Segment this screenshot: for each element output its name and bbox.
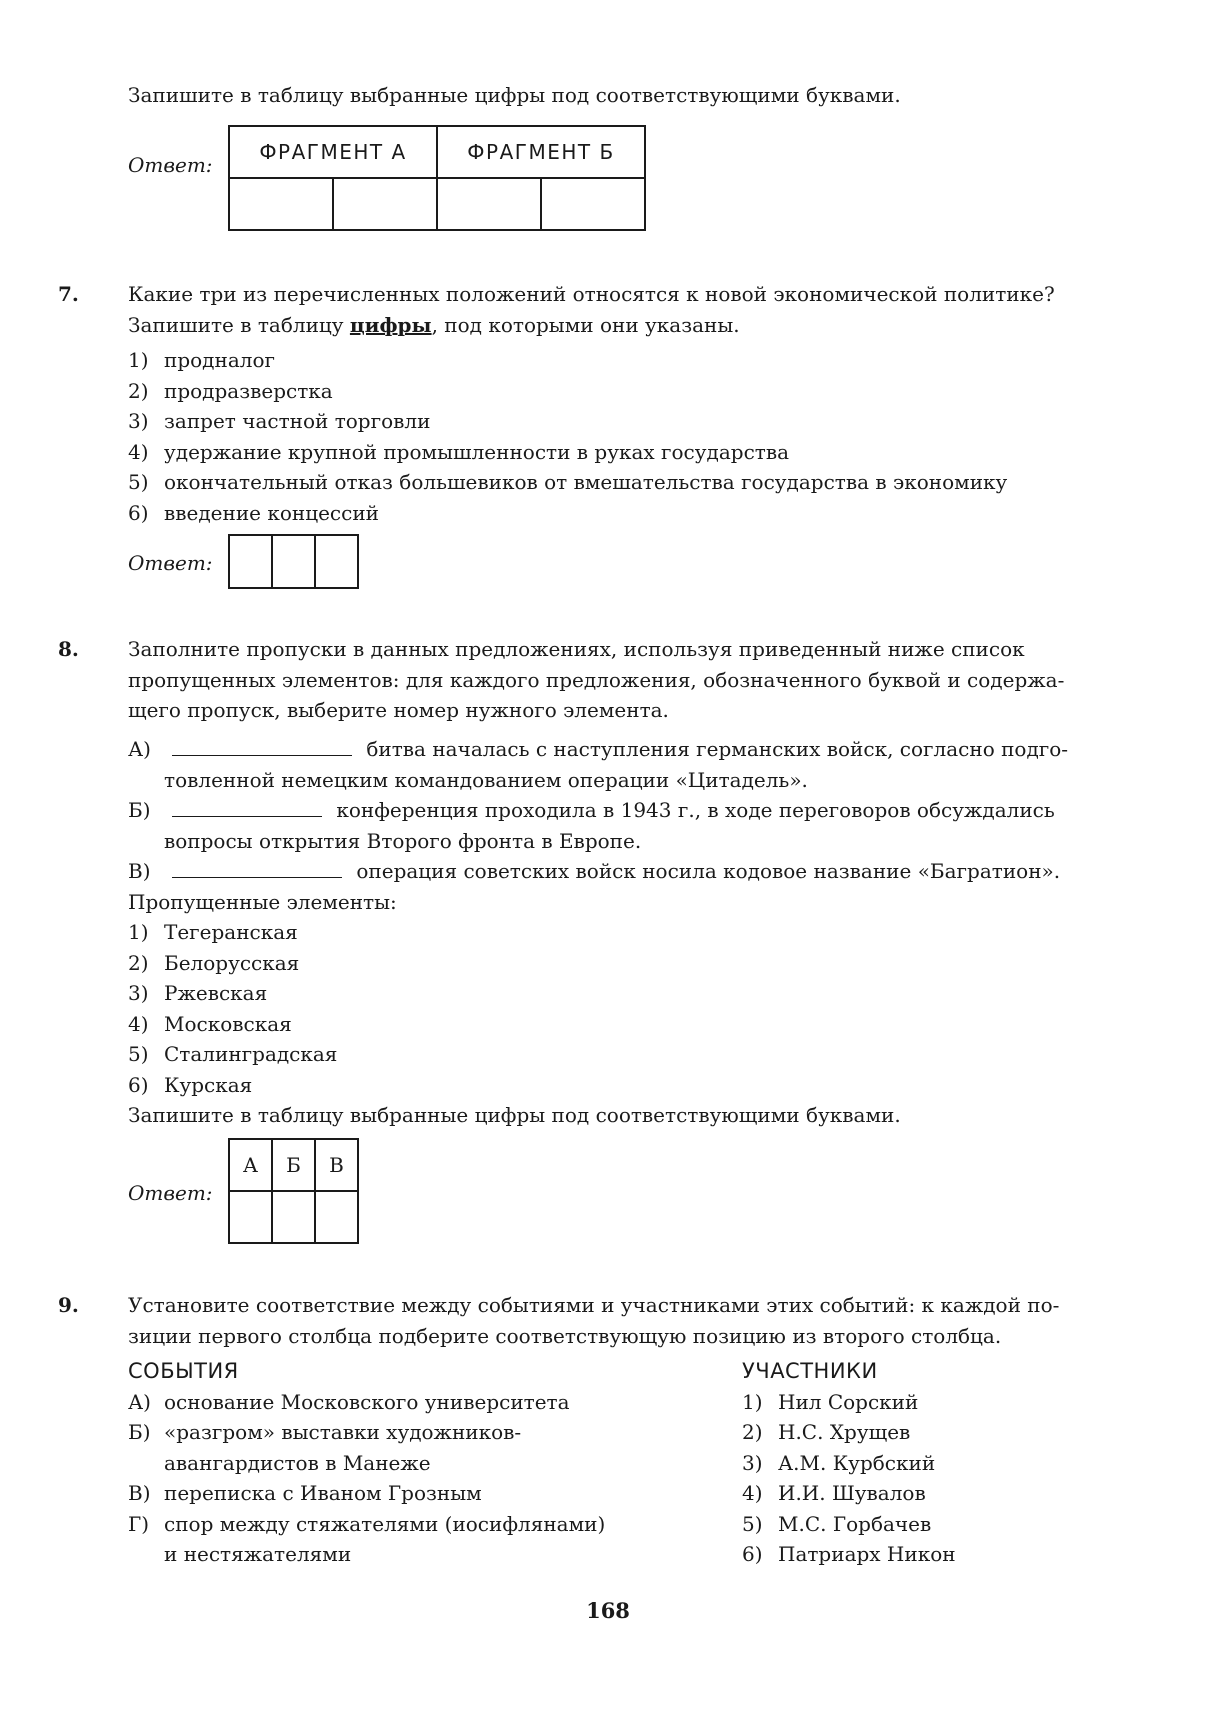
list-item: А) основание Московского университета	[128, 1389, 570, 1414]
list-item: 2) Н.С. Хрущев	[742, 1420, 911, 1444]
participants-column	[742, 1356, 1162, 1570]
question-7-answer-table	[228, 534, 359, 589]
fragment-answer-table	[228, 125, 646, 231]
fill-blank[interactable]	[172, 796, 322, 817]
question-8-sentences: А) битва началась с наступления германских войск, согласно подго- товленной немецким командованием операции «Цитадель». Б) конференция проходила в 1943 г., в ходе переговоров обсуждались вопросы открытия Второго фронта в Европе. В) операция советских войск носила кодовое название «Багратион». Пропущенные элементы: 1) Тегеранская 2) Белорусская 3) Ржевская 4) Московская 5) Сталинградская 6) Курская Запишите в таблицу выбранные цифры под соответствующими буквами.	[128, 734, 1156, 1131]
question-7-line: Какие три из перечисленных положений относятся к новой экономической политике?	[128, 282, 1055, 306]
participants-title: УЧАСТНИКИ	[742, 1359, 878, 1383]
answer-cell[interactable]	[229, 535, 272, 588]
list-item: авангардистов в Манеже	[164, 1450, 431, 1475]
list-item: 2) Белорусская	[128, 950, 300, 975]
list-item: и нестяжателями	[164, 1542, 352, 1566]
list-item: 3) запрет частной торговли	[128, 409, 431, 433]
list-item: 4) Московская	[128, 1011, 292, 1036]
answer-cell[interactable]	[437, 178, 541, 230]
question-7-options	[128, 345, 1156, 528]
list-item: 1) Нил Сорский	[742, 1389, 919, 1414]
list-item: 5) Сталинградская	[128, 1042, 338, 1066]
page-number: 168	[586, 1598, 630, 1623]
events-column	[128, 1356, 688, 1570]
missing-elements-title: Пропущенные элементы:	[128, 889, 397, 914]
question-7-number: 7.	[58, 282, 79, 306]
list-item: 2) продразверстка	[128, 378, 333, 403]
list-item: Г) спор между стяжателями (иосифлянами)	[128, 1511, 606, 1536]
sentence-b: Б) конференция проходила в 1943 г., в ходе переговоров обсуждались	[128, 798, 1055, 822]
answer-cell[interactable]	[315, 535, 358, 588]
list-item: 6) Патриарх Никон	[742, 1542, 956, 1566]
fragment-b-header: ФРАГМЕНТ Б	[437, 126, 645, 178]
events-title: СОБЫТИЯ	[128, 1359, 239, 1383]
question-8-answer-label: Ответ:	[128, 1181, 213, 1205]
letter-b-header: Б	[272, 1139, 315, 1191]
list-item: 1) Тегеранская	[128, 920, 298, 944]
question-7-answer-label: Ответ:	[128, 551, 213, 575]
fill-blank[interactable]	[172, 735, 352, 756]
list-item: 1) продналог	[128, 348, 275, 372]
top-answer-label: Ответ:	[128, 153, 213, 177]
answer-cell[interactable]	[333, 178, 437, 230]
fragment-a-header: ФРАГМЕНТ А	[229, 126, 437, 178]
letter-c-header: В	[315, 1139, 358, 1191]
answer-cell[interactable]	[229, 1191, 272, 1243]
question-8-number: 8.	[58, 637, 79, 661]
answer-cell[interactable]	[229, 178, 333, 230]
letter-a-header: А	[229, 1139, 272, 1191]
list-item: 5) окончательный отказ большевиков от вмешательства государства в экономику	[128, 470, 1008, 494]
sentence-c: В) операция советских войск носила кодовое название «Багратион».	[128, 859, 1061, 883]
list-item: 4) удержание крупной промышленности в руках государства	[128, 439, 790, 464]
question-8-intro: Заполните пропуски в данных предложениях, используя приведенный ниже список пропущенных элементов: для каждого предложения, обозначенного буквой и содержа- щего пропуск, выберите номер нужного элемента.	[128, 637, 1065, 722]
answer-cell[interactable]	[315, 1191, 358, 1243]
list-item: 4) И.И. Шувалов	[742, 1481, 926, 1505]
question-8-instruction: Запишите в таблицу выбранные цифры под соответствующими буквами.	[128, 1103, 901, 1127]
answer-cell[interactable]	[272, 535, 315, 588]
question-9-number: 9.	[58, 1293, 79, 1317]
list-item: В) переписка с Иваном Грозным	[128, 1481, 482, 1505]
fill-blank[interactable]	[172, 857, 342, 878]
list-item: Б) «разгром» выставки художников-	[128, 1420, 522, 1444]
answer-cell[interactable]	[541, 178, 645, 230]
list-item: 5) М.С. Горбачев	[742, 1511, 932, 1536]
emphasis-word: цифры	[349, 312, 432, 337]
question-7-line: Запишите в таблицу цифры, под которыми они указаны.	[128, 312, 740, 337]
list-item: 6) введение концессий	[128, 500, 379, 525]
question-8-answer-table	[228, 1138, 359, 1244]
sentence-a: А) битва началась с наступления германских войск, согласно подго-	[128, 737, 1069, 761]
list-item: 6) Курская	[128, 1072, 253, 1097]
list-item: 3) А.М. Курбский	[742, 1450, 936, 1475]
top-instruction: Запишите в таблицу выбранные цифры под соответствующими буквами.	[128, 83, 901, 107]
list-item: 3) Ржевская	[128, 981, 268, 1005]
question-7-text	[128, 279, 1156, 340]
question-9-intro: Установите соответствие между событиями и участниками этих событий: к каждой по- зиции первого столбца подберите соответствующую позицию из второго столбца.	[128, 1293, 1060, 1348]
answer-cell[interactable]	[272, 1191, 315, 1243]
